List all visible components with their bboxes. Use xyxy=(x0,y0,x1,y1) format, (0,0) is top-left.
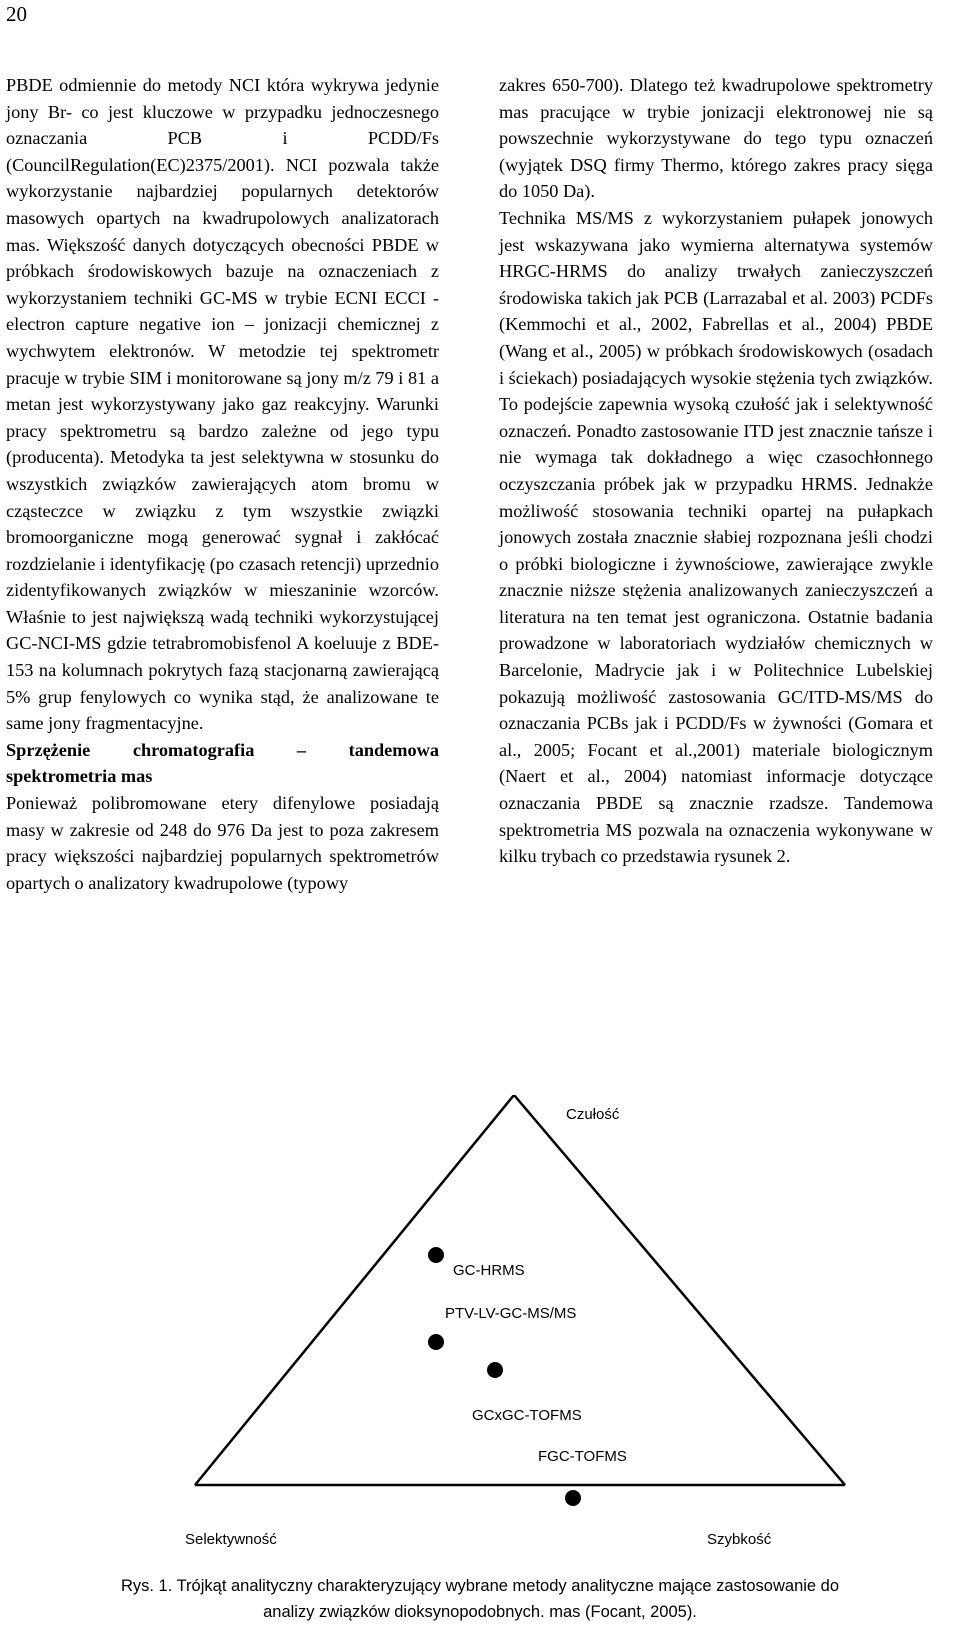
left-paragraph-1: PBDE odmiennie do metody NCI która wykrywa jedynie jony Br- co jest kluczowe w przypadku jednoczesnego oznaczania PCB i PCDD/Fs (CouncilRegulation(EC)2375/2001). NCI pozwala także wykorzystanie najbardziej popularnych detektorów masowych opartych na kwadrupolowych analizatorach mas. Większość danych dotyczących obecności PBDE w próbkach środowiskowych bazuje na oznaczeniach z wykorzystaniem techniki GC-MS w trybie ECNI ECCI - electron capture negative ion – jonizacji chemicznej z wychwytem elektronów. W metodzie tej spektrometr pracuje w trybie SIM i monitorowane są jony m/z 79 i 81 a metan jest wykorzystywany jako gaz reakcyjny. Warunki pracy spektrometru są bardzo zależne od jego typu (producenta). Metodyka ta jest selektywna w stosunku do wszystkich związków zawierających atom bromu w cząsteczce w związku z tym wszystkie związki bromoorganiczne mogą generować sygnał i zakłócać rozdzielanie i identyfikację (po czasach retencji) uprzednio zidentyfikowanych związków w mieszaninie wzorców. Właśnie to jest największą wadą techniki wykorzystującej GC-NCI-MS gdzie tetrabromobisfenol A koeluuje z BDE-153 na kolumnach pokrytych fazą stacjonarną zawierającą 5% grup fenylowych co wynika stąd, że analizowane te same jony fragmentacyjne. xyxy=(6,75,439,734)
triangle-left-edge xyxy=(195,1095,514,1485)
method-point-gc-hrms xyxy=(428,1247,444,1263)
method-label-gc-hrms: GC-HRMS xyxy=(453,1262,525,1279)
caption-line-2: analizy związków dioksynopodobnych. mas (Focant, 2005). xyxy=(263,1603,697,1621)
method-label-fgc-tofms: FGC-TOFMS xyxy=(538,1448,627,1465)
method-point-gcxgc-tofms xyxy=(487,1362,503,1378)
right-column xyxy=(499,72,933,870)
method-label-gcxgc-tofms: GCxGC-TOFMS xyxy=(472,1407,582,1424)
method-label-ptv-lv-gc-ms-ms: PTV-LV-GC-MS/MS xyxy=(445,1305,577,1322)
caption-line-1: Rys. 1. Trójkąt analityczny charakteryzujący wybrane metody analityczne mające zastosowanie do xyxy=(120,1577,840,1595)
vertex-label-selectivity: Selektywność xyxy=(185,1531,277,1548)
figure-caption xyxy=(0,1573,960,1625)
section-heading: Sprzężenie chromatografia – tandemowa spektrometria mas xyxy=(6,739,439,787)
right-paragraph-1: zakres 650-700). Dlatego też kwadrupolowe spektrometry mas pracujące w trybie jonizacji elektronowej nie są powszechnie wykorzystywane do tego typu oznaczeń (wyjątek DSQ firmy Thermo, którego zakres pracy sięga do 1050 Da). xyxy=(499,75,933,202)
vertex-label-sensitivity: Czułość xyxy=(566,1106,620,1123)
right-paragraph-2: Technika MS/MS z wykorzystaniem pułapek jonowych jest wskazywana jako wymierna alternatywa systemów HRGC-HRMS do analizy trwałych zanieczyszczeń środowiska takich jak PCB (Larrazabal et al. 2003) PCDFs (Kemmochi et al., 2002, Fabrellas et al., 2004) PBDE (Wang et al., 2005) w próbkach środowiskowych (osadach i ściekach) posiadających wysokie stężenia tych związków. To podejście zapewnia wysoką czułość jak i selektywność oznaczeń. Ponadto zastosowanie ITD jest znacznie tańsze i nie wymaga tak dokładnego a więc czasochłonnego oczyszczania próbek jak w przypadku HRMS. Jednakże możliwość stosowania techniki opartej na pułapkach jonowych została znacznie słabiej rozpoznana jeśli chodzi o próbki biologiczne i żywnościowe, zawierające zwykle znacznie niższe stężenia analizowanych zanieczyszczeń a literatura na ten temat jest ograniczona. Ostatnie badania prowadzone w laboratoriach wydziałów chemicznych w Barcelonie, Madrycie jak i w Politechnice Lubelskiej pokazują możliwość zastosowania GC/ITD-MS/MS do oznaczania PCBs jak i PCDD/Fs w żywności (Gomara et al., 2005; Focant et al.,2001) materiale biologicznym (Naert et al., 2004) natomiast informacje dotyczące oznaczania PBDE są znacznie rzadsze. Tandemowa spektrometria MS pozwala na oznaczenia wykonywane w kilku trybach co przedstawia rysunek 2. xyxy=(499,207,933,867)
method-point-fgc-tofms xyxy=(565,1490,581,1506)
left-paragraph-2: Ponieważ polibromowane etery difenylowe posiadają masy w zakresie od 248 do 976 Da jest to poza zakresem pracy większości najbardziej popularnych spektrometrów opartych o analizatory kwadrupolowe (typowy xyxy=(6,793,439,893)
analytical-triangle-figure xyxy=(0,1095,960,1560)
triangle-right-edge xyxy=(514,1095,845,1485)
vertex-label-speed: Szybkość xyxy=(707,1531,772,1548)
left-column xyxy=(6,72,439,896)
method-point-ptv-lv-gc-ms-ms xyxy=(428,1334,444,1350)
triangle-diagram xyxy=(0,1095,960,1560)
page-number: 20 xyxy=(6,2,27,26)
